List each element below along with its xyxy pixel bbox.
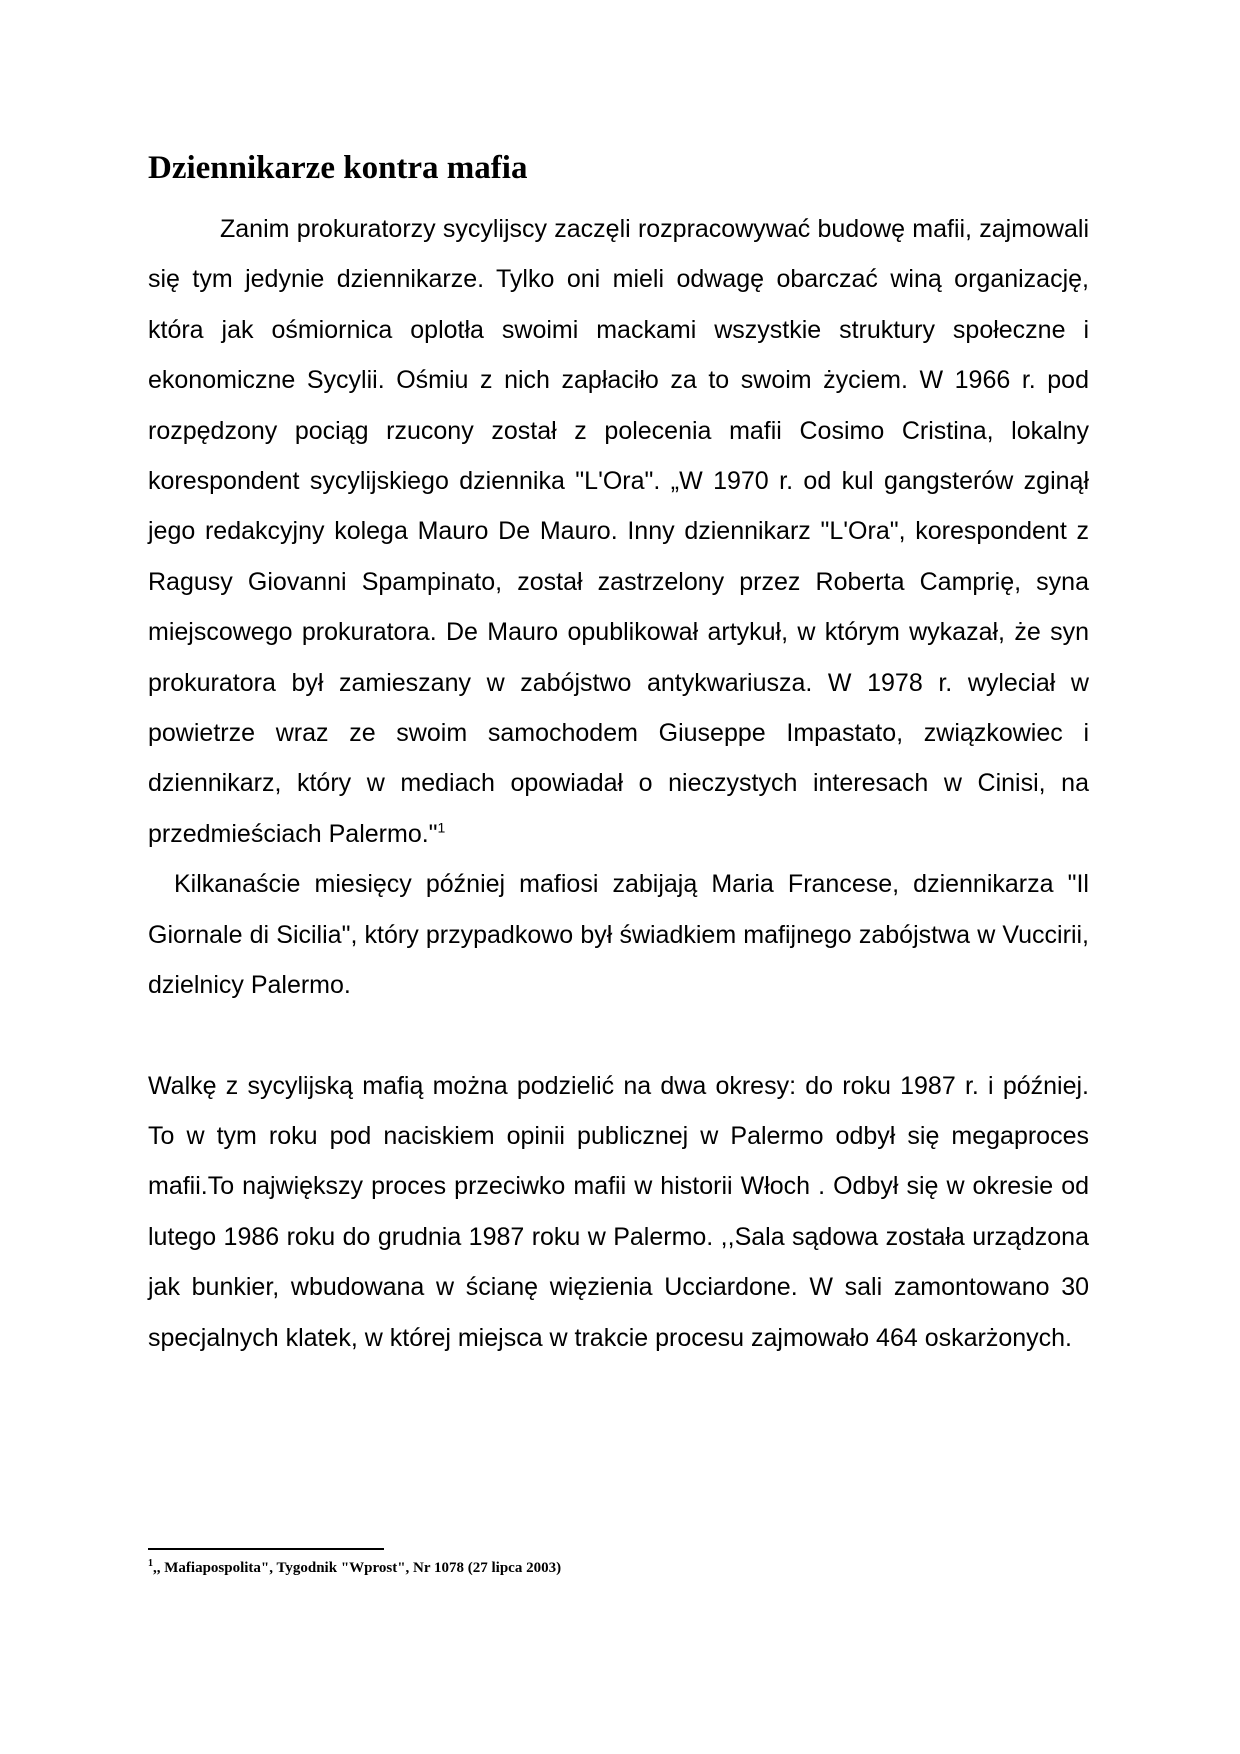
- paragraph-2: Kilkanaście miesięcy później mafiosi zabijają Maria Francese, dziennikarza "Il Giornale di Sicilia", który przypadkowo był świadkiem mafijnego zabójstwa w Vuccirii, dzielnicy Palermo.: [148, 870, 1089, 1000]
- paragraph-spacer: [148, 1011, 1089, 1061]
- footnote-reference: 1: [437, 819, 446, 836]
- paragraph-1-text: Zanim prokuratorzy sycylijscy zaczęli rozpracowywać budowę mafii, zajmowali się tym jedynie dziennikarze. Tylko oni mieli odwagę obarczać winą organizację, która jak ośmiornica oplotła swoimi mackami wszystkie struktury społeczne i ekonomiczne Sycylii. Ośmiu z nich zapłaciło za to swoim życiem. W 1966 r. pod rozpędzony pociąg rzucony został z polecenia mafii Cosimo Cristina, lokalny korespondent sycylijskiego dziennika "L'Ora". „W 1970 r. od kul gangsterów zginął jego redakcyjny kolega Mauro De Mauro. Inny dziennikarz "L'Ora", korespondent z Ragusy Giovanni Spampinato, został zastrzelony przez Roberta Camprię, syna miejscowego prokuratora. De Mauro opublikował artykuł, w którym wykazał, że syn prokuratora był zamieszany w zabójstwo antykwariusza. W 1978 r. wyleciał w powietrze wraz ze swoim samochodem Giuseppe Impastato, związkowiec i dziennikarz, który w mediach opowiadał o nieczystych interesach w Cinisi, na przedmieściach Palermo.": [148, 215, 1089, 848]
- footnote-separator: [148, 1548, 384, 1550]
- paragraph-3: Walkę z sycylijską mafią można podzielić na dwa okresy: do roku 1987 r. i później. To w tym roku pod naciskiem opinii publicznej w Palermo odbył się megaproces mafii.To największy proces przeciwko mafii w historii Włoch . Odbył się w okresie od lutego 1986 roku do grudnia 1987 roku w Palermo. ,,Sala sądowa została urządzona jak bunkier, wbudowana w ścianę więzienia Ucciardone. W sali zamontowano 30 specjalnych klatek, w której miejsca w trakcie procesu zajmowało 464 oskarżonych.: [148, 1071, 1089, 1352]
- paragraph-1: [148, 204, 1089, 859]
- footnote-number: 1: [148, 1558, 153, 1569]
- document-title: Dziennikarze kontra mafia: [148, 150, 528, 186]
- footnote: [148, 1556, 1089, 1580]
- document-page: [148, 148, 1089, 1363]
- footnote-text: ,, Mafiapospolita", Tygodnik "Wprost", Nr 1078 (27 lipca 2003): [153, 1560, 562, 1576]
